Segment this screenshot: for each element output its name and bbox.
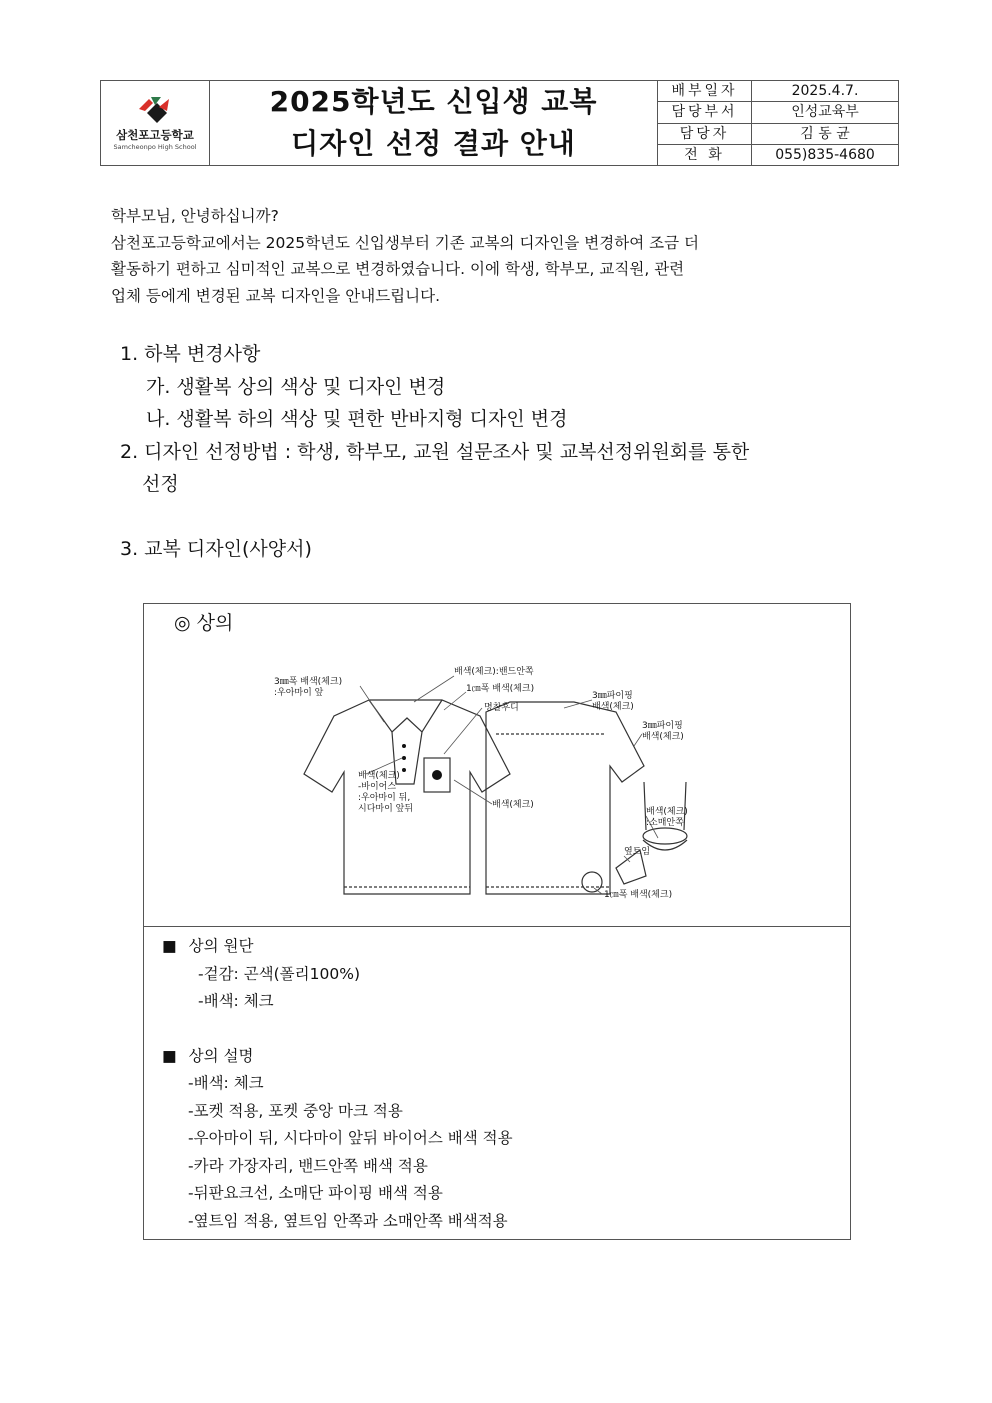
meta-row-person [658, 124, 898, 145]
shirt-spec-text [144, 927, 850, 1235]
meta-value: 2025.4.7. [791, 83, 859, 99]
label-bias-2: -바이어스 [358, 782, 397, 792]
shirt-diagram [274, 662, 744, 912]
intro-paragraph [111, 203, 891, 309]
fabric-heading [162, 933, 850, 961]
label-band: 배색(체크):밴드안쪽 [454, 667, 534, 677]
desc-item: -카라 가장자리, 밴드안쪽 배색 적용 [188, 1156, 428, 1175]
meta-label: 전 화 [658, 145, 752, 165]
school-name-ko: 삼천포고등학교 [116, 128, 194, 142]
meta-label: 담당자 [658, 124, 752, 144]
meta-table [658, 81, 898, 165]
intro-line: 삼천포고등학교에서는 2025학년도 신입생부터 기존 교복의 디자인을 변경하여 조금 더 [111, 233, 699, 252]
meta-value: 055)835-4680 [775, 146, 875, 163]
label-bias-4: 시다마이 앞뒤 [358, 804, 414, 814]
shirt-heading: ◎ 상의 [174, 612, 234, 634]
title-line-1: 2025학년도 신입생 교복 [269, 85, 598, 118]
label-bias-3: :우아마이 뒤, [358, 793, 411, 803]
desc-item: -옆트임 적용, 옆트임 안쪽과 소매안쪽 배색적용 [188, 1211, 508, 1230]
bullet-square: ■ [162, 937, 177, 955]
fabric-title: 상의 원단 [188, 937, 254, 955]
label-piping-back: 3㎜파이핑 [592, 691, 633, 701]
bullet-square: ■ [162, 1046, 177, 1065]
label-bias: 배색(체크) [358, 771, 400, 781]
school-logo [101, 81, 210, 165]
desc-item: -뒤판요크선, 소매단 파이핑 배색 적용 [188, 1184, 443, 1202]
school-emblem-icon [137, 95, 171, 125]
label-1cm: 1㎝폭 배색(체크) [466, 684, 535, 694]
intro-line: 활동하기 편하고 심미적인 교복으로 변경하였습니다. 이에 학생, 학부모, 교직원, 관련 [111, 260, 685, 278]
document-title [210, 81, 658, 165]
meta-row-phone [658, 145, 898, 165]
section-list [120, 338, 900, 565]
label-piping-sleeve: 3㎜파이핑 [642, 721, 683, 731]
spacer [162, 1016, 850, 1043]
desc-item: -우아마이 뒤, 시다마이 앞뒤 바이어스 배색 적용 [188, 1129, 513, 1147]
label-piping-sleeve-2: 배색(체크) [642, 732, 684, 742]
section-2-heading: 2. 디자인 선정방법 : 학생, 학부모, 교원 설문조사 및 교복선정위원회를 통한 [120, 440, 750, 463]
desc-item: -배색: 체크 [188, 1074, 264, 1092]
label-collar-front: 3㎜폭 배색(체크) [274, 677, 343, 687]
label-sleeve-inner: 배색(체크) [646, 807, 688, 817]
label-pocket: 배색(체크) [492, 800, 534, 810]
section-1b: 나. 생활복 하의 색상 및 편한 반바지형 디자인 변경 [146, 408, 568, 430]
section-1-heading: 1. 하복 변경사항 [120, 343, 261, 365]
meta-row-date [658, 81, 898, 102]
label-collar-front-2: :우아마이 앞 [274, 688, 324, 698]
section-1a: 가. 생활복 상의 색상 및 디자인 변경 [146, 375, 446, 398]
fabric-item: -배색: 체크 [198, 992, 274, 1010]
meta-value: 인성교육부 [791, 104, 859, 121]
label-name-hood: 명찰후디 [484, 703, 519, 713]
desc-heading [162, 1043, 850, 1071]
document-header [100, 80, 899, 166]
fabric-item: -겉감: 곤색(폴리100%) [198, 964, 360, 983]
intro-line: 학부모님, 안녕하십니까? [111, 207, 279, 225]
title-line-2: 디자인 선정 결과 안내 [291, 127, 576, 160]
section-2-continued: 선정 [142, 473, 179, 495]
intro-line: 업체 등에게 변경된 교복 디자인을 안내드립니다. [111, 286, 441, 305]
meta-value: 김 동 균 [800, 125, 850, 142]
label-piping-back-2: 배색(체크) [592, 702, 634, 712]
desc-item: -포켓 적용, 포켓 중앙 마크 적용 [188, 1101, 403, 1120]
meta-label: 담당부서 [658, 102, 752, 122]
desc-title: 상의 설명 [188, 1046, 254, 1065]
meta-label: 배부일자 [658, 81, 752, 101]
shirt-diagram-panel [144, 604, 850, 927]
uniform-spec-box [143, 603, 851, 1240]
meta-row-dept [658, 102, 898, 123]
section-3-heading: 3. 교복 디자인(사양서) [120, 537, 312, 560]
label-sleeve-inner-2: :소매안쪽 [646, 818, 684, 828]
school-name-en: Samcheonpo High School [113, 143, 197, 151]
label-1cm-hem: 1㎝폭 배색(체크) [604, 890, 673, 900]
label-slit: 옆트임 [624, 847, 651, 857]
